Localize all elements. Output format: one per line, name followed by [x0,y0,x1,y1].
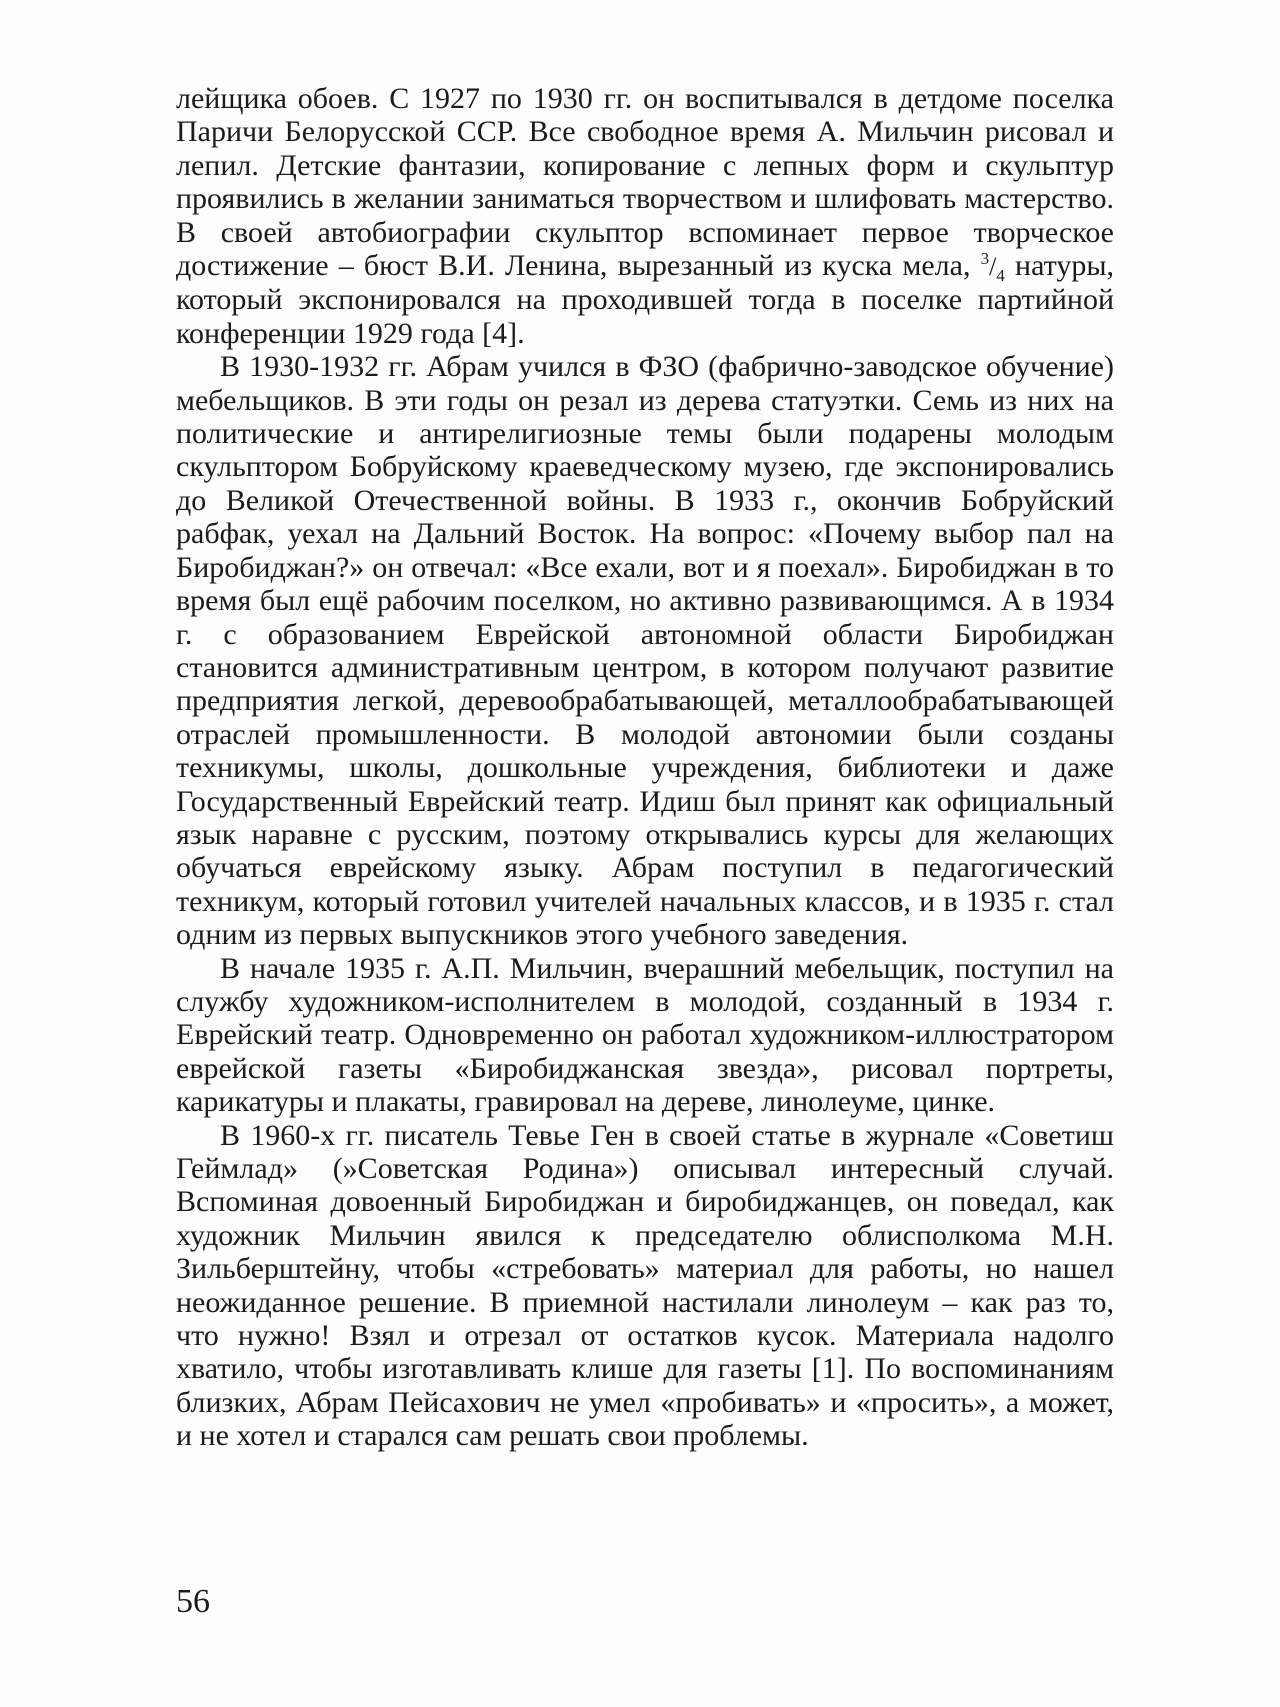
paragraph-1-text-start: лейщика обоев. С 1927 по 1930 гг. он воспитывался в детдоме поселка Паричи Белорусской ССР. Все свободное время А. Мильчин рисовал и лепил. Детские фантазии, копирование с лепных форм и скульптур проявились в желании заниматься творчеством и шлифовать мастерство. В своей автобиографии скульптор вспоминает первое творческое достижение – бюст В.И. Ленина, вырезанный из куска мела, [176,82,1114,283]
fraction-slash: / [989,252,997,282]
paragraph-3: В начале 1935 г. А.П. Мильчин, вчерашний мебельщик, поступил на службу художником-исполнителем в молодой, созданный в 1934 г. Еврейский театр. Одновременно он работал художником-иллюстратором еврейской газеты «Биробиджанская звезда», рисовал портреты, карикатуры и плакаты, гравировал на дереве, линолеуме, цинке. [176,951,1114,1119]
page-number: 56 [176,1583,210,1620]
body-text [176,82,1114,1453]
fraction-denominator: 4 [996,266,1005,286]
fraction-three-quarters [980,249,1005,286]
paragraph-4: В 1960-х гг. писатель Тевье Ген в своей статье в журнале «Советиш Геймлад» (»Советская Родина») описывал интересный случай. Вспоминая довоенный Биробиджан и биробиджанцев, он поведал, как художник Мильчин явился к председателю облисполкома М.Н. Зильберштейну, чтобы «стребовать» материал для работы, но нашел неожиданное решение. В приемной настилали линолеум – как раз то, что нужно! Взял и отрезал от остатков кусок. Материала надолго хватило, чтобы изготавливать клише для газеты [1]. По воспоминаниям близких, Абрам Пейсахович не умел «пробивать» и «просить», а может, и не хотел и старался сам решать свои проблемы. [176,1118,1114,1453]
fraction-numerator: 3 [980,249,990,269]
paragraph-1-text-end: натуры, который экспонировался на проходившей тогда в поселке партийной конференции 1929 года [4]. [176,249,1115,350]
paragraph-1 [176,82,1114,350]
paragraph-2: В 1930-1932 гг. Абрам учился в ФЗО (фабрично-заводское обучение) мебельщиков. В эти годы он резал из дерева статуэтки. Семь из них на политические и антирелигиозные темы были подарены молодым скульптором Бобруйскому краеведческому музею, где экспонировались до Великой Отечественной войны. В 1933 г., окончив Бобруйский рабфак, уехал на Дальний Восток. На вопрос: «Почему выбор пал на Биробиджан?» он отвечал: «Все ехали, вот и я поехал». Биробиджан в то время был ещё рабочим поселком, но активно развивающимся. А в 1934 г. с образованием Еврейской автономной области Биробиджан становится административным центром, в котором получают развитие предприятия легкой, деревообрабатывающей, металлообрабатывающей отраслей промышленности. В молодой автономии были созданы техникумы, школы, дошкольные учреждения, библиотеки и даже Государственный Еврейский театр. Идиш был принят как официальный язык наравне с русским, поэтому открывались курсы для желающих обучаться еврейскому языку. Абрам поступил в педагогический техникум, который готовил учителей начальных классов, и в 1935 г. стал одним из первых выпускников этого учебного заведения. [176,350,1114,952]
